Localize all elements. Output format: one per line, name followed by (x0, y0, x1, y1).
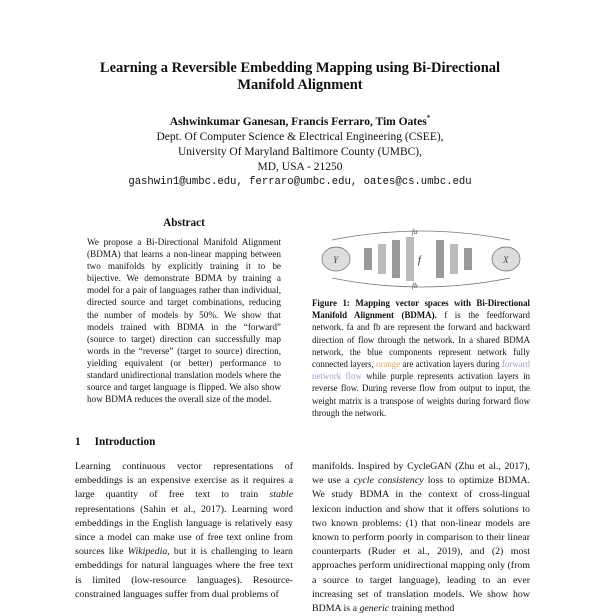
affiliation-line: MD, USA - 21250 (257, 160, 343, 173)
author-emails: gashwin1@umbc.edu, ferraro@umbc.edu, oates@cs.umbc.edu (128, 175, 472, 188)
affiliation-line: University Of Maryland Baltimore County (UMBC), (177, 145, 423, 158)
paper-title: Learning a Reversible Embedding Mapping using Bi-Directional Manifold Alignment (99, 60, 501, 93)
forward-flow-arrow (332, 231, 510, 240)
author-names: Ashwinkumar Ganesan, Francis Ferraro, Tim Oates* (169, 114, 431, 128)
forward-label: fa (412, 228, 418, 236)
network-layer-bar (364, 248, 372, 270)
network-layer-bar (450, 244, 458, 274)
left-manifold-label: Y (333, 255, 339, 265)
reverse-label: fb (412, 282, 418, 290)
network-layer-bar (406, 237, 414, 281)
network-layer-bar (436, 240, 444, 278)
right-manifold-label: X (503, 255, 509, 265)
network-layer-bar (464, 248, 472, 270)
intro-right-column: manifolds. Inspired by CycleGAN (Zhu et al., 2017), we use a cycle consistency loss to optimize BDMA. We study BDMA in the context of cross-lingual lexicon induction and show that it offers solutions to two known problems: (1) that non-linear models are known to perform poorly in comparison to their linear counterparts (Ruder et al., 2019), and (2) most approaches perform unidirectional mapping only (from a source to target language), leading to an ever increasing set of translation models. We show how BDMA is a generic training method (312, 461, 531, 615)
intro-left-column: Learning continuous vector representations of embeddings is an expensive exercise as it requires a large quantity of free text to train stable representations (Sahin et al., 2017). Learning word embeddings in the English language is relatively easy since a model can make use of free text online from sources like Wikipedia, but it is challenging to learn embeddings for natural languages where the free text is limited (low-resource languages). Resource-constrained languages suffer from dual problems of (75, 461, 293, 600)
network-label: f (418, 255, 421, 266)
bdma-figure (312, 228, 530, 290)
author-block (0, 111, 600, 190)
figure-caption: Figure 1: Mapping vector spaces with Bi-Directional Manifold Alignment (BDMA). f is the feedforward network. fa and fb are represent the forward and backward direction of flow through the network. In a shared BDMA network, the blue components represent network fully connected layers, orange are activation layers during forward network flow while purple represents activation layers in reverse flow. During reverse flow from output to input, the weight matrix is a transpose of weights during forward flow through the network. (312, 298, 530, 418)
network-layer-bar (378, 244, 386, 274)
abstract-text: We propose a Bi-Directional Manifold Alignment (BDMA) that learns a non-linear mapping between two manifolds by explicitly training it to be bijective. We demonstrate BDMA by training a model for a pair of languages rather than individual, directed source and target combinations, reducing the number of models by 50%. We show that models trained with BDMA in the “forward” (source to target) direction can successfully map words in the “reverse” (target to source) direction, yielding equivalent (or better) performance to standard unidirectional translation models where the source and target language is flipped. We also show how BDMA reduces the overall size of the model. (87, 237, 281, 405)
reverse-flow-arrow (332, 278, 510, 287)
abstract-heading: Abstract (163, 217, 205, 229)
intro-heading: 1 Introduction (75, 436, 156, 448)
network-layer-bar (392, 240, 400, 278)
affiliation-line: Dept. Of Computer Science & Electrical Engineering (CSEE), (156, 130, 444, 143)
